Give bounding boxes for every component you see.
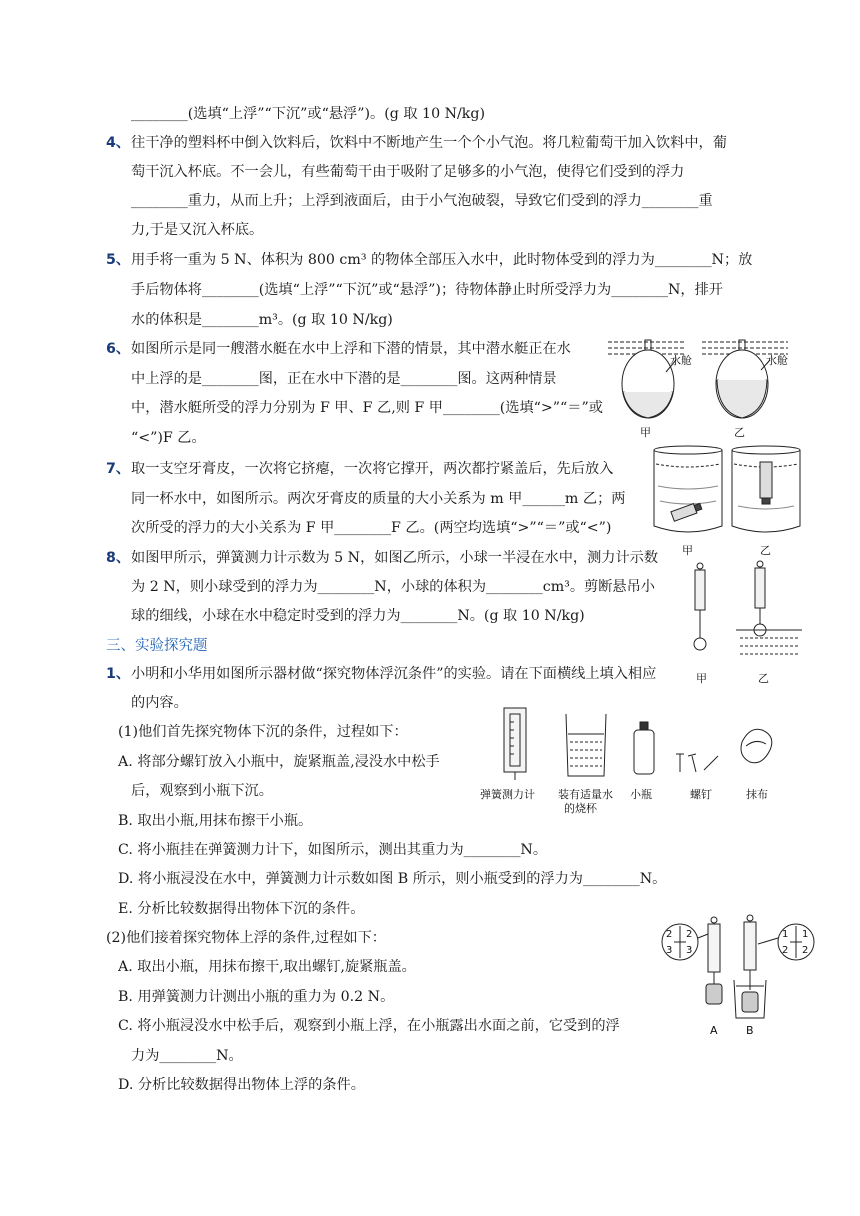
text-line: A. 将部分螺钉放入小瓶中，旋紧瓶盖,浸没水中松手 [118,754,440,770]
text-line: 球的细线，小球在水中稳定时受到的浮力为________N。(g 取 10 N/kg) [131,608,585,624]
text-line: ________(选填“上浮”“下沉”或“悬浮”)。(g 取 10 N/kg) [131,106,486,122]
question-number: 6、 [106,341,131,357]
beaker-label: 装有适量水 [558,788,613,801]
text-line: 次所受的浮力的大小关系为 F 甲________F 乙。(两空均选填“>”“＝”或“<”) [131,520,612,536]
text-line: 力为________N。 [131,1048,243,1064]
text-line: B. 取出小瓶,用抹布擦干小瓶。 [118,813,313,829]
toothpaste-figure [648,446,806,558]
tube-label-yi: 乙 [760,544,771,557]
ballast-tank-label: 水舱 [766,354,788,367]
text-line: (2)他们接着探究物体上浮的条件,过程如下： [106,930,386,946]
apparatus-figure [480,706,780,816]
reading-a-3b: 3 [686,945,693,956]
text-line: A. 取出小瓶，用抹布擦干,取出螺钉,旋紧瓶盖。 [118,959,416,975]
text-line: 往干净的塑料杯中倒入饮料后，饮料中不断地产生一个个小气泡。将几粒葡萄干加入饮料中，葡 [131,135,727,151]
text-line: 小明和小华用如图所示器材做“探究物体浮沉条件”的实验。请在下面横线上填入相应 [131,666,657,682]
text-line: 后，观察到小瓶下沉。 [131,783,273,799]
text-line: 如图所示是同一艘潜水艇在水中上浮和下潜的情景，其中潜水艇正在水 [131,341,571,357]
question-number: 7、 [106,461,131,477]
reading-b-2: 2 [782,945,789,956]
text-line: 为 2 N，则小球受到的浮力为________N，小球的体积为________cm³。剪断悬吊小 [131,579,655,595]
scale-label-yi: 乙 [758,672,769,685]
ballast-tank-label: 水舱 [670,354,692,367]
reading-b-1: 1 [782,929,789,940]
fig-label-a: A [710,1024,718,1037]
reading-a-2b: 2 [686,929,693,940]
beaker-label-2: 的烧杯 [564,802,597,815]
text-line: 取一支空牙膏皮，一次将它挤瘪，一次将它撑开，两次都拧紧盖后，先后放入 [131,461,614,477]
text-line: D. 分析比较数据得出物体上浮的条件。 [118,1077,365,1093]
text-line: 中，潜水艇所受的浮力分别为 F 甲、F 乙,则 F 甲________(选填“>”“＝”或 [131,400,603,416]
submarine-figure [606,336,796,440]
text-line: ________重力，从而上升；上浮到液面后，由于小气泡破裂，导致它们受到的浮力________重 [131,193,713,209]
question-number: 8、 [106,550,131,566]
text-line: (1)他们首先探究物体下沉的条件，过程如下： [118,724,408,740]
text-line: D. 将小瓶浸没在水中，弹簧测力计示数如图 B 所示，则小瓶受到的浮力为________N。 [118,871,667,887]
sub-label-jia: 甲 [640,426,651,439]
text-line: 萄干沉入杯底。不一会儿，有些葡萄干由于吸附了足够多的小气泡，使得它们受到的浮力 [131,164,685,180]
text-line: C. 将小瓶浸没水中松手后，观察到小瓶上浮，在小瓶露出水面之前，它受到的浮 [118,1018,620,1034]
bottle-label: 小瓶 [630,788,652,801]
reading-b-1b: 1 [802,929,809,940]
text-line: 中上浮的是________图，正在水中下潜的是________图。这两种情景 [131,371,557,387]
text-line: 力,于是又沉入杯底。 [131,222,264,238]
ball-scale-figure [678,560,808,688]
text-line: 的内容。 [131,695,188,711]
text-line: E. 分析比较数据得出物体下沉的条件。 [118,901,365,917]
text-line: 用手将一重为 5 N、体积为 800 cm³ 的物体全部压入水中，此时物体受到的浮力为________N；放 [131,252,753,268]
scale-label-jia: 甲 [696,672,707,685]
tube-label-jia: 甲 [682,544,693,557]
section-title: 三、实验探究题 [106,638,208,654]
question-number: 4、 [106,135,131,151]
sub-label-yi: 乙 [734,426,745,439]
text-line: C. 将小瓶挂在弹簧测力计下，如图所示，测出其重力为________N。 [118,842,548,858]
cloth-label: 抹布 [746,788,768,801]
text-line: B. 用弹簧测力计测出小瓶的重力为 0.2 N。 [118,989,395,1005]
screws-label: 螺钉 [690,788,712,801]
text-line: 如图甲所示，弹簧测力计示数为 5 N，如图乙所示，小球一半浸在水中，测力计示数 [131,550,659,566]
question-number: 1、 [106,666,131,682]
scale-reading-figure [660,914,822,1038]
text-line: 同一杯水中，如图所示。两次牙膏皮的质量的大小关系为 m 甲______m 乙；两 [131,491,626,507]
reading-b-2b: 2 [802,945,809,956]
reading-a-2: 2 [666,929,673,940]
reading-a-3: 3 [666,945,673,956]
text-line: “<”)F 乙。 [131,430,206,446]
question-number: 5、 [106,252,131,268]
text-line: 水的体积是________m³。(g 取 10 N/kg) [131,312,393,328]
text-line: 手后物体将________(选填“上浮”“下沉”或“悬浮”)；待物体静止时所受浮力为________N，排开 [131,282,723,298]
fig-label-b: B [746,1024,754,1037]
spring-scale-label: 弹簧测力计 [480,788,535,801]
